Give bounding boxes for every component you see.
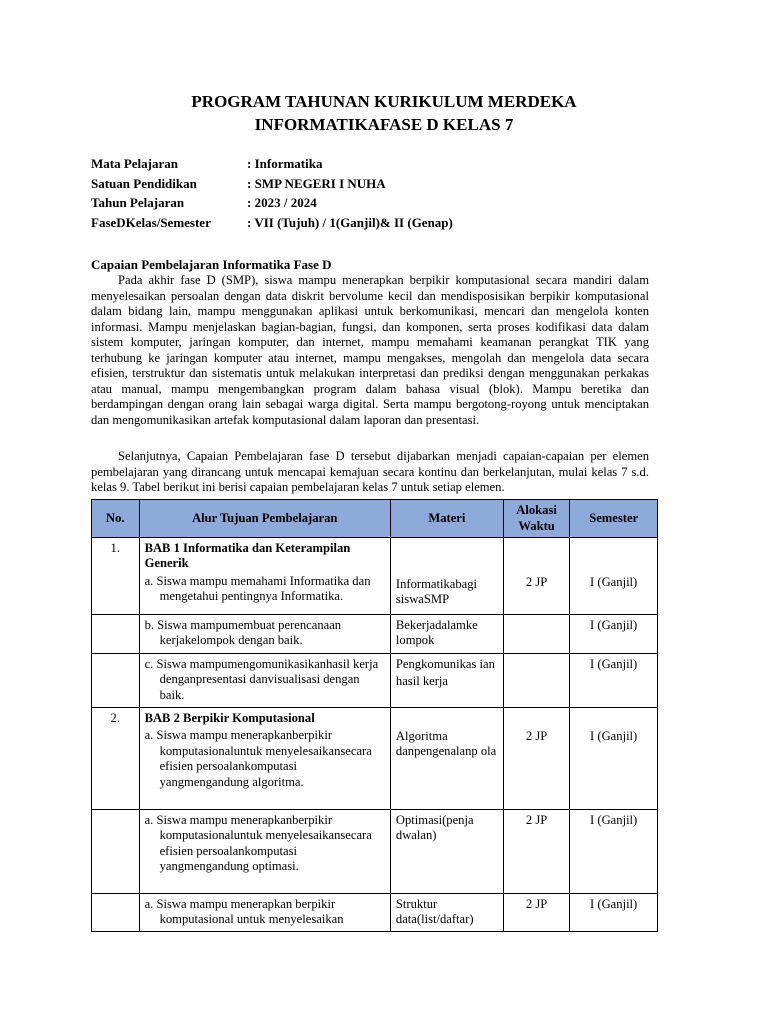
alokasi-text: 2 JP: [525, 575, 548, 589]
semester-cell: I (Ganjil): [570, 894, 658, 932]
meta-value: : 2023 / 2024: [247, 195, 317, 210]
meta-value: : SMP NEGERI I NUHA: [247, 175, 386, 191]
meta-label: Mata Pelajaran: [91, 156, 179, 171]
learning-objectives-table: [91, 499, 658, 932]
row-number: 1.: [92, 538, 140, 615]
materi-cell: [390, 538, 503, 615]
meta-value: : VII (Tujuh) / 1(Ganjil)& II (Genap): [247, 214, 453, 230]
meta-row-subject: [91, 154, 453, 174]
meta-row-school: [91, 174, 453, 194]
materi-cell: [390, 654, 503, 708]
table-row: [92, 654, 658, 708]
table-row: [92, 538, 658, 615]
row-number: [92, 615, 140, 654]
spacer: [509, 541, 565, 575]
row-number: 2.: [92, 708, 140, 810]
objective-cell: [139, 708, 390, 810]
header-alokasi: Alokasi Waktu: [503, 500, 570, 538]
objective-cell: [139, 810, 390, 894]
paragraph-selanjutnya: Selanjutnya, Capaian Pembelajaran fase D tersebut dijabarkan menjadi capaian-capaian per elemen pembelajaran yang dirancang untuk mencapai kemajuan secara kontinu dan berkelanjutan, mulai kelas 7 s.d. kelas 9. Tabel berikut ini berisi capaian pembelajaran kelas 7 untuk setiap elemen.: [91, 449, 649, 494]
semester-cell: I (Ganjil): [570, 654, 658, 708]
row-number: [92, 654, 140, 708]
materi-text: Algoritma danpengenalanp ola: [395, 729, 497, 759]
semester-cell: I (Ganjil): [570, 615, 658, 654]
spacer: [396, 541, 498, 563]
meta-label: Satuan Pendidikan: [91, 175, 197, 191]
table-row: [92, 894, 658, 932]
semester-text: I (Ganjil): [590, 575, 638, 589]
row-number: [92, 894, 140, 932]
spacer: [575, 541, 652, 575]
semester-cell: [570, 538, 658, 615]
row-number: [92, 810, 140, 894]
objective-text: a. Siswa mampu menerapkan berpikir komputasional untuk menyelesaikan: [144, 897, 344, 927]
materi-cell: [390, 708, 503, 810]
document-title-line-2: INFORMATIKAFASE D KELAS 7: [254, 115, 514, 134]
alokasi-cell: 2 JP: [503, 894, 570, 932]
materi-text: Pengkomunikas ian: [395, 657, 495, 671]
meta-value: : Informatika: [247, 156, 323, 171]
materi-cell: Struktur data(list/daftar): [390, 894, 503, 932]
objective-cell: [139, 894, 390, 932]
table-row: [92, 615, 658, 654]
objective-cell: [139, 654, 390, 708]
objective-text: a. Siswa mampu menerapkanberpikir komputasionaluntuk menyelesaikansecara efisien persoalankomputasi yangmengandung algoritma.: [144, 728, 372, 789]
objective-text: c. Siswa mampumengomunikasikanhasil kerja denganpresentasi danvisualisasi dengan baik.: [144, 657, 379, 702]
spacer: [396, 711, 498, 729]
alokasi-cell: [503, 654, 570, 708]
objective-text: a. Siswa mampu memahami Informatika dan mengetahui pentingnya Informatika.: [144, 573, 371, 604]
objective-cell: [139, 538, 390, 615]
alokasi-cell: [503, 538, 570, 615]
alokasi-cell: 2 JP: [503, 810, 570, 894]
meta-row-year: [91, 193, 453, 213]
meta-label: Tahun Pelajaran: [91, 195, 185, 210]
alokasi-cell: [503, 615, 570, 654]
section-heading: Capaian Pembelajaran Informatika Fase D: [91, 257, 332, 272]
materi-cell: Optimasi(penja dwalan): [390, 810, 503, 894]
spacer: [396, 563, 498, 577]
metadata-block: [91, 154, 453, 232]
table-header-row: [92, 500, 658, 538]
document-title-line-1: PROGRAM TAHUNAN KURIKULUM MERDEKA: [191, 92, 577, 111]
materi-text-extra: hasil kerja: [395, 674, 449, 689]
meta-label: FaseDKelas/Semester: [91, 214, 211, 230]
materi-cell: Bekerjadalamke lompok: [390, 615, 503, 654]
header-atp: Alur Tujuan Pembelajaran: [139, 500, 390, 538]
header-semester: Semester: [570, 500, 658, 538]
semester-cell: [570, 708, 658, 810]
spacer: [575, 711, 652, 729]
spacer: [509, 711, 565, 729]
table-row: [92, 810, 658, 894]
objective-text: a. Siswa mampu menerapkanberpikir komputasionaluntuk menyelesaikansecara efisien persoalankomputasi yangmengandung optimasi.: [144, 813, 372, 874]
meta-row-phase: [91, 213, 453, 233]
objective-cell: [139, 615, 390, 654]
header-no: No.: [92, 500, 140, 538]
chapter-title: BAB 1 Informatika dan Keterampilan Generik: [144, 541, 351, 571]
alokasi-text: 2 JP: [525, 729, 548, 743]
paragraph-capaian: Pada akhir fase D (SMP), siswa mampu menerapkan berpikir komputasional secara mandiri dalam menyelesaikan persoalan dengan data diskrit bervolume kecil dan mendisposisikan berpikir komputasional dalam bidang lain, mampu menggunakan aplikasi untuk berkomunikasi, mencari dan mengelola konten informasi. Mampu menjelaskan bagian-bagian, fungsi, dan komponen, serta proses kodifikasi data dalam sistem komputer, jaringan komputer, dan internet, mampu memahami keamanan perangkat TIK yang terhubung ke jaringan komputer atau internet, mampu mengakses, mengolah dan mengelola data secara efisien, terstruktur dan sistematis untuk melakukan interpretasi dan prediksi dengan menggunakan perkakas atau manual, mampu mengembangkan program dalam bahasa visual (blok). Mampu beretika dan berdampingan dengan orang lain sebagai warga digital. Serta mampu bergotong-royong untuk menciptakan dan mengomunikasikan artefak komputasional dalam laporan dan presentasi.: [91, 273, 649, 427]
materi-text: Informatikabagi siswaSMP: [395, 577, 478, 607]
table-row: [92, 708, 658, 810]
semester-text: I (Ganjil): [590, 729, 638, 743]
chapter-title: BAB 2 Berpikir Komputasional: [144, 711, 315, 725]
objective-text: b. Siswa mampumembuat perencanaan kerjakelompok dengan baik.: [144, 618, 342, 648]
header-materi: Materi: [390, 500, 503, 538]
alokasi-cell: [503, 708, 570, 810]
semester-cell: I (Ganjil): [570, 810, 658, 894]
